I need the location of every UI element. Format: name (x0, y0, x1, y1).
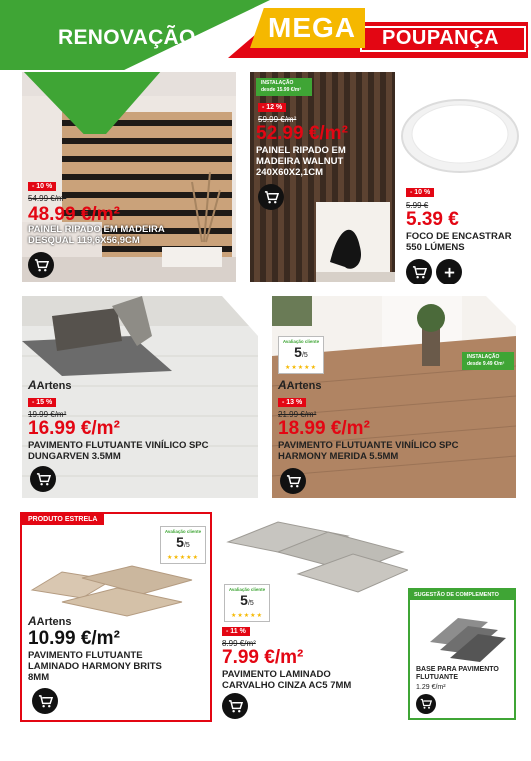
price: 7.99 €/m² (222, 647, 304, 668)
old-price: 59.99 €/m² (258, 115, 297, 124)
rating-value: 5 (294, 344, 302, 360)
price: 1.29 €/m² (416, 684, 446, 691)
add-to-cart-button[interactable] (32, 688, 58, 714)
brand-logo: AArtens (28, 378, 72, 392)
header-poupanca-label: POUPANÇA (382, 27, 499, 49)
rating-label: Avaliação cliente (164, 529, 202, 534)
produto-estrela-tag: PRODUTO ESTRELA (22, 514, 104, 525)
add-to-cart-button[interactable] (28, 252, 54, 278)
cart-icon (228, 699, 243, 714)
rating-max: /5 (301, 352, 308, 359)
plus-icon (442, 265, 457, 280)
old-price: 19.99 €/m² (28, 410, 67, 419)
price: 16.99 €/m² (28, 418, 120, 439)
add-to-cart-button[interactable] (258, 184, 284, 210)
product-name: PAVIMENTO LAMINADO CARVALHO CINZA AC5 7MM (222, 669, 352, 691)
star-icon: ★★★★★ (231, 613, 263, 619)
add-to-cart-button[interactable] (280, 468, 306, 494)
rating-value: 5 (176, 534, 184, 550)
add-to-cart-button[interactable] (416, 694, 436, 714)
product-name: PAINEL RIPADO EM MADEIRA DESQUAL 119,6X56,9CM (28, 224, 165, 246)
product-photo (22, 296, 258, 498)
product-card-harmony-merida[interactable] (272, 296, 516, 498)
product-name: PAVIMENTO FLUTUANTE LAMINADO HARMONY BRITS 8MM (28, 650, 162, 683)
product-card-foco[interactable] (398, 88, 528, 284)
cart-icon (34, 258, 49, 273)
customer-rating-box (278, 336, 324, 374)
discount-badge: - 12 % (258, 103, 286, 112)
product-card-dungarven[interactable] (22, 296, 258, 498)
star-icon: ★★★★★ (285, 365, 317, 371)
cart-icon (420, 698, 432, 710)
star-icon: ★★★★★ (167, 555, 199, 561)
discount-badge: - 11 % (222, 627, 250, 636)
brand-name: Artens (36, 380, 72, 392)
product-card-carvalho-cinza[interactable] (218, 512, 408, 722)
brand-logo: AArtens (278, 378, 322, 392)
header-mega-label: MEGA (268, 12, 356, 43)
price: 52.99 €/m² (256, 123, 348, 144)
old-price: 5.99 € (406, 201, 429, 210)
price: 48.99 €/m² (28, 204, 120, 225)
sugestao-tag: SUGESTÃO DE COMPLEMENTO (410, 590, 514, 600)
product-name: PAVIMENTO FLUTUANTE VINÍLICO SPC HARMONY MERIDA 5.5MM (278, 440, 459, 462)
installation-badge: INSTALAÇÃO desde 15.99 €/m² (256, 78, 312, 96)
old-price: 8.99 €/m² (222, 639, 256, 648)
brand-name: Artens (286, 380, 322, 392)
product-name: PAVIMENTO FLUTUANTE VINÍLICO SPC DUNGARVEN 3.5MM (28, 440, 209, 462)
product-name: FOCO DE ENCASTRAR 550 LÚMENS (406, 231, 512, 253)
add-to-cart-button[interactable] (406, 259, 432, 284)
cart-icon (38, 694, 53, 709)
add-to-cart-button[interactable] (222, 693, 248, 719)
cart-icon (286, 474, 301, 489)
cart-icon (36, 472, 51, 487)
installation-badge: INSTALAÇÃO desde 9.49 €/m² (462, 352, 514, 370)
discount-badge: - 13 % (278, 398, 306, 407)
rating-label: Avaliação cliente (228, 587, 266, 592)
discount-badge: - 10 % (28, 182, 56, 191)
cart-icon (264, 190, 279, 205)
cart-icon (412, 265, 427, 280)
product-card-painel-walnut[interactable] (250, 72, 395, 282)
rating-value: 5 (240, 592, 248, 608)
more-options-button[interactable] (436, 259, 462, 284)
price: 5.39 € (406, 209, 459, 230)
rating-max: /5 (183, 542, 190, 549)
product-name: PAINEL RIPADO EM MADEIRA WALNUT 240X60X2,1CM (256, 145, 346, 178)
discount-badge: - 15 % (28, 398, 56, 407)
old-price: 54.99 €/m² (28, 194, 67, 203)
product-photo (398, 88, 528, 178)
price: 18.99 €/m² (278, 418, 370, 439)
product-card-base-pavimento[interactable] (408, 588, 516, 720)
price: 10.99 €/m² (28, 628, 120, 649)
brand-name: Artens (36, 616, 72, 628)
product-name: BASE PARA PAVIMENTO FLUTUANTE (416, 666, 499, 681)
old-price: 21.99 €/m² (278, 410, 317, 419)
rating-max: /5 (247, 600, 254, 607)
product-card-painel-desqual[interactable] (22, 72, 236, 282)
product-card-harmony-brits[interactable] (20, 512, 212, 722)
discount-badge: - 10 % (406, 188, 434, 197)
add-to-cart-button[interactable] (30, 466, 56, 492)
header-renovacao-label: RENOVAÇÃO (58, 26, 196, 49)
customer-rating-box (224, 584, 270, 622)
product-photo (272, 296, 516, 498)
product-photo (410, 602, 514, 662)
brand-logo: AArtens (28, 614, 72, 628)
rating-label: Avaliação cliente (282, 339, 320, 344)
